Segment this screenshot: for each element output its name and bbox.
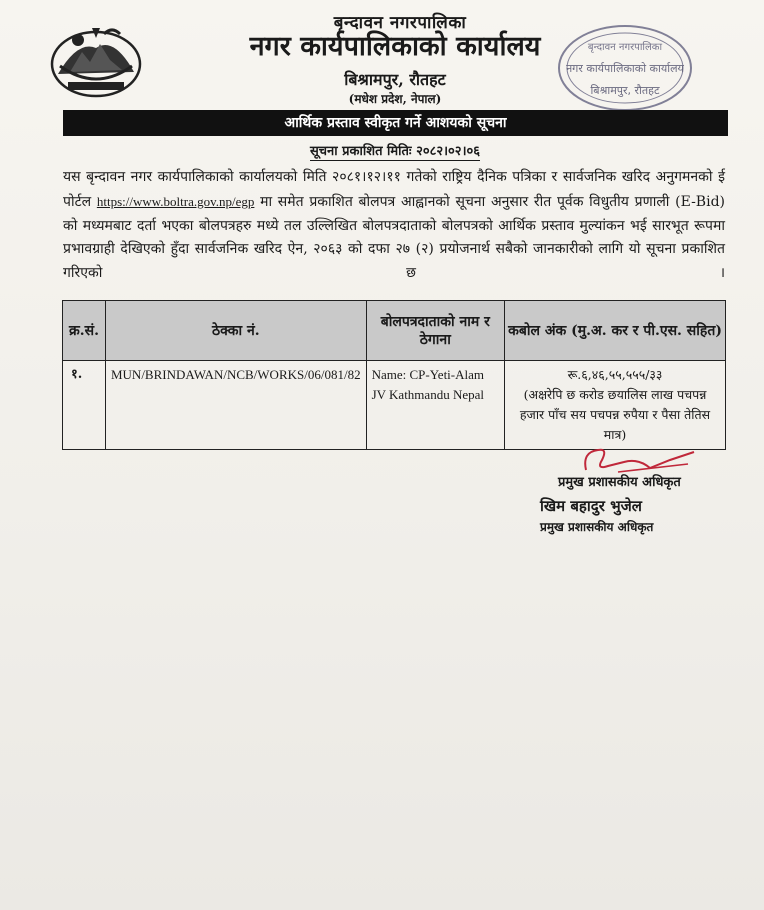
stamp-text-2: नगर कार्यपालिकाको कार्यालय (566, 62, 684, 75)
table-header-row (63, 301, 726, 361)
header-bidder: बोलपत्रदाताको नाम र ठेगाना (366, 301, 504, 361)
notice-title: आर्थिक प्रस्ताव स्वीकृत गर्ने आशयको सूचना (63, 110, 728, 136)
bid-amount-figure: रू.६,४६,५५,५५५/३३ (567, 367, 663, 382)
office-location: बिश्रामपुर, रौतहट (344, 70, 446, 89)
notice-body (63, 166, 725, 286)
cell-bid-amount (505, 361, 726, 450)
office-stamp (555, 22, 695, 114)
signatory-title-top: प्रमुख प्रशासकीय अधिकृत (558, 475, 681, 490)
signatory-name: खिम बहादुर भुजेल (540, 497, 642, 515)
municipality-name: बृन्दावन नगरपालिका (333, 13, 467, 33)
header-bid-amount: कबोल अंक (मु.अ. कर र पी.एस. सहित) (505, 301, 726, 361)
signatory-title-bottom: प्रमुख प्रशासकीय अधिकृत (540, 520, 654, 534)
cell-contract-no: MUN/BRINDAWAN/NCB/WORKS/06/081/82 (105, 361, 366, 450)
egp-portal-link[interactable]: https://www.boltra.gov.np/egp (96, 193, 255, 209)
bid-amount-words: (अक्षरेपि छ करोड छयालिस लाख पचपन्न हजार पाँच सय पचपन्न रुपैया र पैसा तेतिस मात्र) (519, 387, 711, 442)
table-row (63, 361, 726, 450)
province-name: (मधेश प्रदेश, नेपाल) (348, 92, 442, 106)
office-name: नगर कार्यपालिकाको कार्यालय (249, 31, 541, 62)
header-serial: क्र.सं. (63, 301, 106, 361)
publish-date-line (0, 141, 764, 159)
stamp-text-3: बिश्रामपुर, रौतहट (590, 84, 660, 97)
stamp-text-1: बृन्दावन नगरपालिका (587, 42, 663, 53)
publish-date: सूचना प्रकाशित मितिः २०८२।०२।०६ (309, 144, 481, 159)
bid-table (62, 300, 726, 450)
body-text-before-link: यस बृन्दावन नगर कार्यपालिकाको कार्यालयको मिति २०८१।१२।११ गतेको राष्ट्रिय दैनिक पत्रिका र सार्वजनिक खरिद अनुगमनको ई पोर्टल (63, 169, 725, 210)
body-text-after-link: मा समेत प्रकाशित बोलपत्र आह्वानको सूचना अनुसार रीत पूर्वक विधुतीय प्रणाली (E-Bid) को मध्यमबाट दर्ता भएका बोलपत्रहरु मध्ये तल उल्लिखित बोलपत्रदाताको बोलपत्रको आर्थिक प्रस्ताव मुल्यांकन भई सारभूत रूपमा प्रभावग्राही देखिएको हुँदा सार्वजनिक खरिद ऐन, २०६३ को दफा २७ (२) प्रयोजनार्थ सबैको जानकारीको लागि यो सूचना प्रकाशित गरिएको छ । (63, 193, 725, 282)
cell-serial: १. (63, 361, 106, 450)
cell-bidder: Name: CP-Yeti-Alam JV Kathmandu Nepal (366, 361, 504, 450)
header-contract-no: ठेक्का नं. (105, 301, 366, 361)
